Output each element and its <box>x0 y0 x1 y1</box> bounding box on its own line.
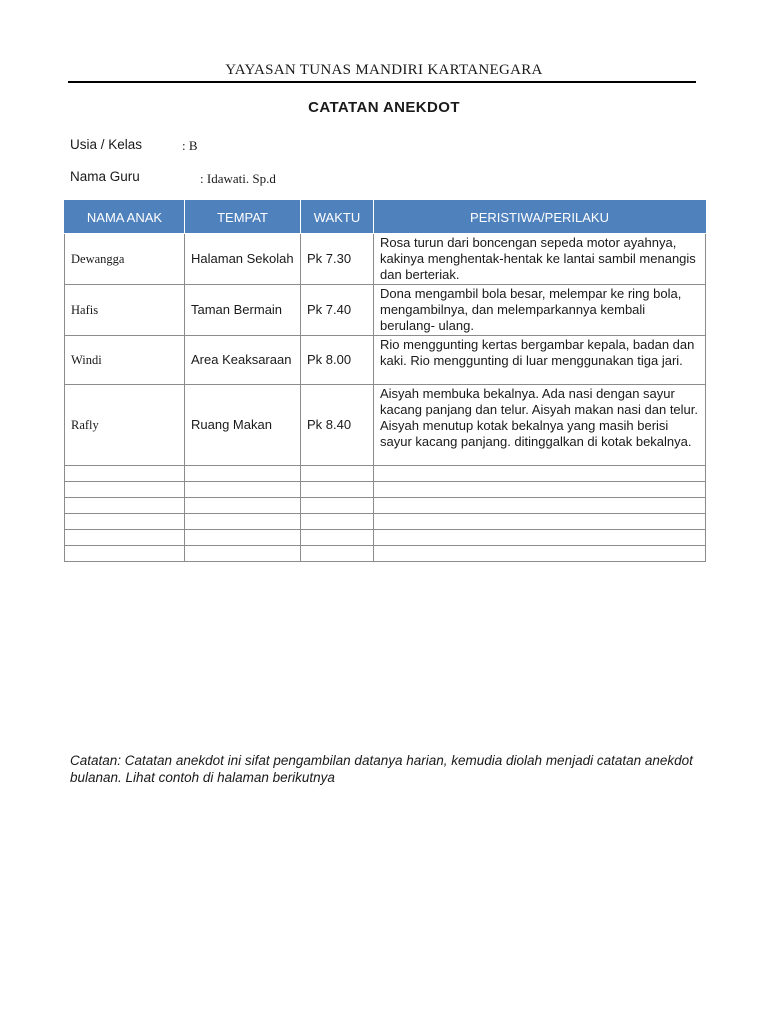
empty-cell <box>374 530 706 546</box>
cell-name: Dewangga <box>65 234 185 285</box>
empty-cell <box>65 514 185 530</box>
header-divider <box>68 81 696 83</box>
empty-cell <box>185 466 301 482</box>
empty-cell <box>185 498 301 514</box>
column-header-place: TEMPAT <box>185 201 301 234</box>
teacher-value: : Idawati. Sp.d <box>200 171 276 186</box>
column-header-time: WAKTU <box>301 201 374 234</box>
empty-row <box>65 482 706 498</box>
cell-place: Area Keaksaraan <box>185 336 301 385</box>
empty-cell <box>65 482 185 498</box>
empty-cell <box>65 546 185 562</box>
footnote: Catatan: Catatan anekdot ini sifat pengambilan datanya harian, kemudia diolah menjadi catatan anekdot bulanan. Lihat contoh di halaman berikutnya <box>70 753 693 785</box>
column-header-event: PERISTIWA/PERILAKU <box>374 201 706 234</box>
cell-time: Pk 7.30 <box>301 234 374 285</box>
empty-cell <box>65 466 185 482</box>
table-row <box>65 336 706 385</box>
class-field <box>70 137 198 153</box>
anecdote-table <box>64 200 706 562</box>
class-value: : B <box>182 138 198 153</box>
cell-time: Pk 8.00 <box>301 336 374 385</box>
empty-row <box>65 546 706 562</box>
class-label: Usia / Kelas <box>70 137 143 152</box>
empty-cell <box>301 514 374 530</box>
empty-cell <box>301 466 374 482</box>
cell-place: Ruang Makan <box>185 385 301 466</box>
teacher-label: Nama Guru <box>70 169 140 184</box>
empty-cell <box>301 546 374 562</box>
empty-row <box>65 514 706 530</box>
cell-time: Pk 7.40 <box>301 285 374 336</box>
document-title: CATATAN ANEKDOT <box>308 99 460 116</box>
empty-cell <box>374 498 706 514</box>
cell-event: Rio menggunting kertas bergambar kepala, badan dan kaki. Rio menggunting di luar menggunakan tiga jari. <box>374 336 706 385</box>
table-header-row <box>65 201 706 234</box>
empty-cell <box>374 514 706 530</box>
empty-cell <box>374 466 706 482</box>
empty-cell <box>185 482 301 498</box>
table-row <box>65 234 706 285</box>
cell-place: Halaman Sekolah <box>185 234 301 285</box>
table-row <box>65 285 706 336</box>
empty-cell <box>185 546 301 562</box>
empty-cell <box>301 530 374 546</box>
table-row <box>65 385 706 466</box>
empty-cell <box>185 530 301 546</box>
cell-event: Rosa turun dari boncengan sepeda motor ayahnya, kakinya menghentak-hentak ke lantai sambil menangis dan berteriak. <box>374 234 706 285</box>
empty-cell <box>65 530 185 546</box>
empty-row <box>65 466 706 482</box>
teacher-field <box>70 169 276 186</box>
empty-cell <box>374 546 706 562</box>
empty-row <box>65 498 706 514</box>
cell-time: Pk 8.40 <box>301 385 374 466</box>
cell-name: Windi <box>65 336 185 385</box>
cell-name: Rafly <box>65 385 185 466</box>
empty-row <box>65 530 706 546</box>
empty-cell <box>65 498 185 514</box>
empty-cell <box>301 482 374 498</box>
column-header-name: NAMA ANAK <box>65 201 185 234</box>
empty-cell <box>185 514 301 530</box>
cell-place: Taman Bermain <box>185 285 301 336</box>
organization-name: YAYASAN TUNAS MANDIRI KARTANEGARA <box>225 62 543 78</box>
empty-cell <box>374 482 706 498</box>
empty-cell <box>301 498 374 514</box>
cell-name: Hafis <box>65 285 185 336</box>
cell-event: Aisyah membuka bekalnya. Ada nasi dengan sayur kacang panjang dan telur. Aisyah makan nasi dan telur. Aisyah menutup kotak bekalnya yang masih berisi sayur kacang panjang. ditinggalkan di kotak bekalnya. <box>374 385 706 466</box>
cell-event: Dona mengambil bola besar, melempar ke ring bola, mengambilnya, dan melemparkannya kembali berulang- ulang. <box>374 285 706 336</box>
